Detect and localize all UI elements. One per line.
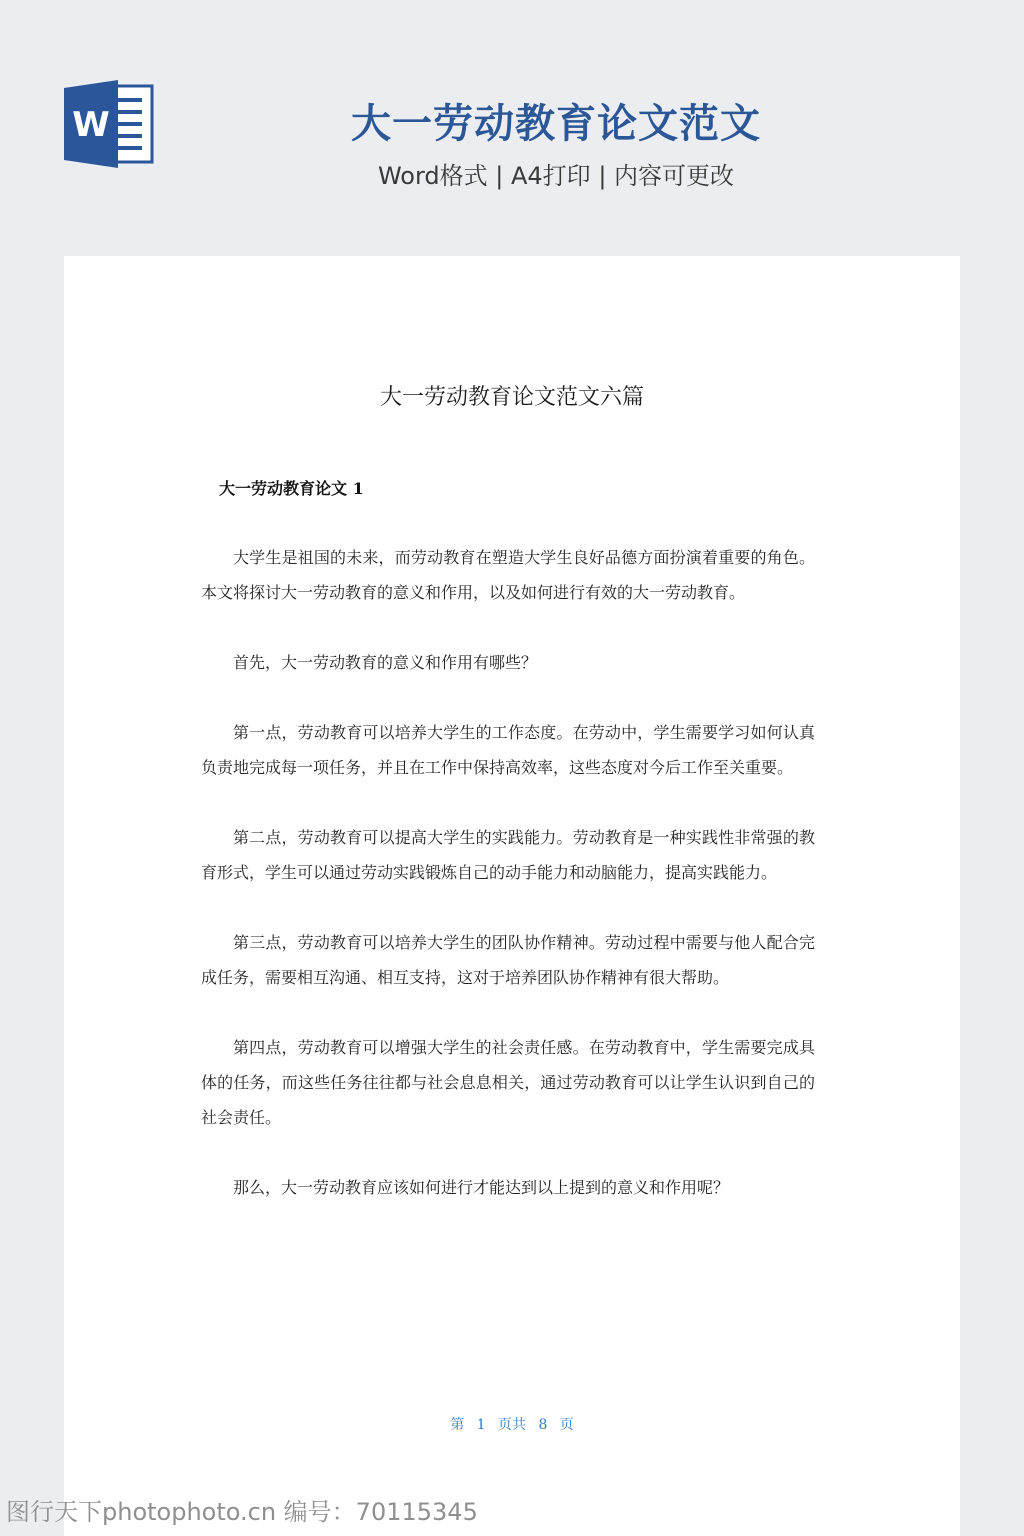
document-body [201,540,815,1240]
word-icon [64,80,156,168]
document-page [64,256,960,1536]
word-logo-letter: W [72,105,110,145]
paragraph: 第四点，劳动教育可以增强大学生的社会责任感。在劳动教育中，学生需要完成具体的任务，而这些任务往往都与社会息息相关，通过劳动教育可以让学生认识到自己的社会责任。 [201,1038,815,1127]
banner-subtitle: Word格式 | A4打印 | 内容可更改 [377,162,735,190]
paragraph: 第三点，劳动教育可以培养大学生的团队协作精神。劳动过程中需要与他人配合完成任务，需要相互沟通、相互支持，这对于培养团队协作精神有很大帮助。 [201,933,815,987]
section-heading: 大一劳动教育论文 1 [219,479,364,498]
paragraph: 第一点，劳动教育可以培养大学生的工作态度。在劳动中，学生需要学习如何认真负责地完成每一项任务，并且在工作中保持高效率，这些态度对今后工作至关重要。 [201,723,815,777]
watermark: 图行天下photophoto.cn 编号：70115345 [6,1498,478,1526]
page-number: 第 1 页共 8 页 [450,1417,574,1433]
paragraph: 大学生是祖国的未来，而劳动教育在塑造大学生良好品德方面扮演着重要的角色。本文将探讨大一劳动教育的意义和作用，以及如何进行有效的大一劳动教育。 [201,548,815,602]
document-title: 大一劳动教育论文范文六篇 [379,385,644,410]
paragraph: 首先，大一劳动教育的意义和作用有哪些？ [233,653,538,672]
paragraph: 第二点，劳动教育可以提高大学生的实践能力。劳动教育是一种实践性非常强的教育形式，学生可以通过劳动实践锻炼自己的动手能力和动脑能力，提高实践能力。 [201,828,815,882]
banner-title: 大一劳动教育论文范文 [351,101,761,147]
header-banner [0,0,1024,240]
paragraph: 那么，大一劳动教育应该如何进行才能达到以上提到的意义和作用呢？ [233,1178,730,1197]
